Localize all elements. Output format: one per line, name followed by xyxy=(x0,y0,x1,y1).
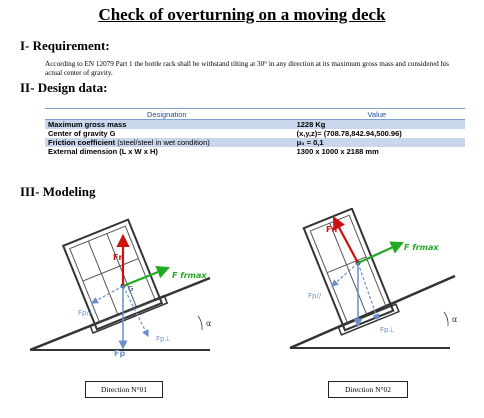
document-title: Check of overturning on a moving deck xyxy=(98,5,386,24)
direction-2-caption: Direction N°02 xyxy=(328,381,408,398)
fp-label: Fp xyxy=(114,349,126,358)
diagram-direction-2 xyxy=(280,208,480,358)
table-row xyxy=(45,129,465,138)
table-row xyxy=(45,120,465,130)
g-label: G xyxy=(128,285,134,293)
value-cell: μ₀ = 0,1 xyxy=(289,138,465,147)
value-header: Value xyxy=(289,109,465,120)
design-data-table xyxy=(45,108,465,156)
fn-label: Fn xyxy=(113,253,125,262)
value-cell: 1300 x 1000 x 2188 mm xyxy=(289,147,465,156)
table-row xyxy=(45,138,465,147)
modeling-heading: III- Modeling xyxy=(20,184,96,199)
designation-text: External dimension (L x W x H) xyxy=(48,147,158,156)
perpendicular-component-arrow xyxy=(358,263,378,320)
designation-note: (steel/steel in wet condition) xyxy=(117,138,210,147)
frmax-label: F frmax xyxy=(172,271,207,280)
designation-text: Maximum gross mass xyxy=(48,120,127,129)
designation-cell xyxy=(45,138,289,147)
frmax-label: F frmax xyxy=(404,243,439,252)
deck-slope xyxy=(290,276,458,348)
diagram-direction-1 xyxy=(30,208,230,358)
designation-cell xyxy=(45,120,289,130)
table-row xyxy=(45,147,465,156)
designation-cell xyxy=(45,147,289,156)
alpha-label: α xyxy=(452,315,458,324)
designation-cell xyxy=(45,129,289,138)
direction-1-caption: Direction N°01 xyxy=(85,381,163,398)
angle-arc xyxy=(198,316,202,330)
normal-force-arrow xyxy=(334,218,358,263)
value-cell: 1228 Kg xyxy=(289,120,465,130)
value-cell: (x,y,z)= (708.78,842.94,500.96) xyxy=(289,129,465,138)
fn-label: Fn xyxy=(326,225,338,234)
fp-perp-label: Fp⊥ xyxy=(156,335,171,343)
designation-header: Designation xyxy=(45,109,289,120)
fp-parallel-label: Fp// xyxy=(308,292,322,300)
angle-arc xyxy=(444,312,448,326)
requirement-text: According to EN 12079 Part 1 the bottle rack shall be withstand tilting at 30° in any direction at its maximum gross mass and considered his actual center of gravity. xyxy=(45,60,449,77)
table-header-row xyxy=(45,109,465,120)
requirement-heading: I- Requirement: xyxy=(20,38,110,53)
design-data-heading: II- Design data: xyxy=(20,80,108,95)
fp-parallel-label: Fp// xyxy=(78,309,92,317)
alpha-label: α xyxy=(206,319,212,328)
designation-text: Center of gravity G xyxy=(48,129,116,138)
designation-text: Friction coefficient xyxy=(48,138,118,147)
fp-perp-label: Fp⊥ xyxy=(380,326,395,334)
friction-force-arrow xyxy=(123,268,168,286)
